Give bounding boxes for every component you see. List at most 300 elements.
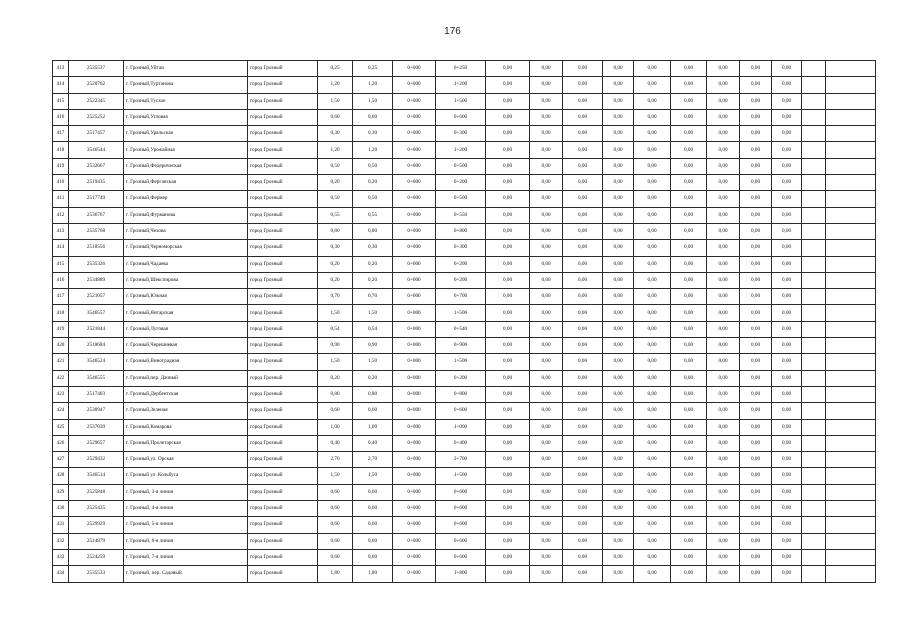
start-km-cell: 0+000 [393, 370, 436, 386]
val-4-cell: 0,00 [603, 321, 634, 337]
val-9-cell: 0,00 [772, 419, 802, 435]
val-5-cell: 0,00 [634, 126, 671, 142]
val-8-cell: 0,00 [740, 256, 772, 272]
val-8-cell: 0,00 [740, 158, 772, 174]
val-6-cell: 0,00 [671, 370, 707, 386]
road-id-cell: 2525435 [69, 501, 124, 517]
municipality-cell: город Грозный [248, 452, 318, 468]
val-6-cell: 0,00 [671, 158, 707, 174]
length-value-cell: 1,50 [353, 93, 393, 109]
length-total-cell: 0,20 [318, 370, 353, 386]
val-3-cell: 0,00 [563, 240, 603, 256]
val-5-cell: 0,00 [634, 256, 671, 272]
val-5-cell: 0,00 [634, 289, 671, 305]
val-5-cell: 0,00 [634, 272, 671, 288]
empty-cell [826, 142, 876, 158]
empty-cell [802, 289, 826, 305]
val-4-cell: 0,00 [603, 109, 634, 125]
table-row [53, 77, 876, 93]
val-8-cell: 0,00 [740, 77, 772, 93]
municipality-cell: город Грозный [248, 386, 318, 402]
row-number-cell: 416 [53, 272, 69, 288]
empty-cell [826, 452, 876, 468]
val-9-cell: 0,00 [772, 403, 802, 419]
empty-cell [826, 484, 876, 500]
row-number-cell: 428 [53, 468, 69, 484]
val-7-cell: 0,00 [707, 289, 740, 305]
val-6-cell: 0,00 [671, 191, 707, 207]
road-id-cell: 2520762 [69, 77, 124, 93]
length-value-cell: 0,60 [353, 533, 393, 549]
empty-cell [802, 354, 826, 370]
val-6-cell: 0,00 [671, 77, 707, 93]
end-km-cell: 1+500 [436, 354, 486, 370]
val-7-cell: 0,00 [707, 354, 740, 370]
val-7-cell: 0,00 [707, 484, 740, 500]
start-km-cell: 0+000 [393, 386, 436, 402]
end-km-cell: 0+500 [436, 158, 486, 174]
municipality-cell: город Грозный [248, 289, 318, 305]
row-number-cell: 410 [53, 175, 69, 191]
table-row [53, 403, 876, 419]
table-row [53, 61, 876, 77]
road-name-cell: г. Грозный,Черешневая [124, 338, 248, 354]
val-8-cell: 0,00 [740, 566, 772, 582]
val-4-cell: 0,00 [603, 223, 634, 239]
empty-cell [826, 354, 876, 370]
val-3-cell: 0,00 [563, 256, 603, 272]
end-km-cell: 1+500 [436, 468, 486, 484]
road-id-cell: 2530947 [69, 403, 124, 419]
row-number-cell: 427 [53, 452, 69, 468]
empty-cell [802, 256, 826, 272]
start-km-cell: 0+000 [393, 109, 436, 125]
val-8-cell: 0,00 [740, 403, 772, 419]
length-value-cell: 0,60 [353, 517, 393, 533]
road-id-cell: 2529929 [69, 517, 124, 533]
table-row [53, 256, 876, 272]
empty-cell [802, 517, 826, 533]
road-id-cell: 2535533 [69, 566, 124, 582]
val-8-cell: 0,00 [740, 305, 772, 321]
val-6-cell: 0,00 [671, 109, 707, 125]
val-6-cell: 0,00 [671, 305, 707, 321]
municipality-cell: город Грозный [248, 77, 318, 93]
length-value-cell: 1,20 [353, 77, 393, 93]
val-4-cell: 0,00 [603, 240, 634, 256]
end-km-cell: 0+600 [436, 109, 486, 125]
end-km-cell: 0+600 [436, 549, 486, 565]
val-4-cell: 0,00 [603, 517, 634, 533]
end-km-cell: 1+200 [436, 142, 486, 158]
road-id-cell: 2529657 [69, 435, 124, 451]
val-3-cell: 0,00 [563, 158, 603, 174]
road-id-cell: 2517457 [69, 126, 124, 142]
municipality-cell: город Грозный [248, 191, 318, 207]
table-row [53, 207, 876, 223]
start-km-cell: 0+000 [393, 533, 436, 549]
val-4-cell: 0,00 [603, 175, 634, 191]
length-total-cell: 0,80 [318, 386, 353, 402]
table-row [53, 191, 876, 207]
length-value-cell: 0,30 [353, 126, 393, 142]
val-7-cell: 0,00 [707, 517, 740, 533]
end-km-cell: 0+200 [436, 272, 486, 288]
val-1-cell: 0,00 [486, 321, 530, 337]
val-3-cell: 0,00 [563, 223, 603, 239]
val-2-cell: 0,00 [530, 77, 563, 93]
length-value-cell: 0,20 [353, 175, 393, 191]
val-9-cell: 0,00 [772, 321, 802, 337]
municipality-cell: город Грозный [248, 435, 318, 451]
empty-cell [802, 321, 826, 337]
road-name-cell: г. Грозный,Дербентская [124, 386, 248, 402]
val-2-cell: 0,00 [530, 240, 563, 256]
val-9-cell: 0,00 [772, 126, 802, 142]
road-name-cell: г. Грозный,Черноморская [124, 240, 248, 256]
road-id-cell: 3546555 [69, 370, 124, 386]
val-2-cell: 0,00 [530, 223, 563, 239]
val-4-cell: 0,00 [603, 354, 634, 370]
val-5-cell: 0,00 [634, 370, 671, 386]
start-km-cell: 0+000 [393, 403, 436, 419]
val-4-cell: 0,00 [603, 419, 634, 435]
val-1-cell: 0,00 [486, 175, 530, 191]
val-5-cell: 0,00 [634, 223, 671, 239]
municipality-cell: город Грозный [248, 370, 318, 386]
length-value-cell: 1,50 [353, 305, 393, 321]
road-name-cell: г. Грозный, 4-я линия [124, 501, 248, 517]
start-km-cell: 0+000 [393, 191, 436, 207]
start-km-cell: 0+000 [393, 289, 436, 305]
val-3-cell: 0,00 [563, 468, 603, 484]
end-km-cell: 0+300 [436, 240, 486, 256]
road-name-cell: г. Грозный,Пролетарская [124, 435, 248, 451]
length-total-cell: 1,80 [318, 566, 353, 582]
val-3-cell: 0,00 [563, 175, 603, 191]
start-km-cell: 0+000 [393, 223, 436, 239]
val-6-cell: 0,00 [671, 126, 707, 142]
road-name-cell: г. Грозный, 6-я линия [124, 533, 248, 549]
length-total-cell: 0,20 [318, 272, 353, 288]
start-km-cell: 0+000 [393, 77, 436, 93]
val-2-cell: 0,00 [530, 142, 563, 158]
val-4-cell: 0,00 [603, 305, 634, 321]
val-1-cell: 0,00 [486, 93, 530, 109]
start-km-cell: 0+000 [393, 126, 436, 142]
table-row [53, 109, 876, 125]
table-row [53, 289, 876, 305]
val-9-cell: 0,00 [772, 158, 802, 174]
length-value-cell: 0,60 [353, 501, 393, 517]
val-6-cell: 0,00 [671, 354, 707, 370]
val-8-cell: 0,00 [740, 61, 772, 77]
val-9-cell: 0,00 [772, 566, 802, 582]
val-6-cell: 0,00 [671, 549, 707, 565]
val-1-cell: 0,00 [486, 207, 530, 223]
length-total-cell: 0,20 [318, 175, 353, 191]
val-4-cell: 0,00 [603, 370, 634, 386]
val-4-cell: 0,00 [603, 126, 634, 142]
municipality-cell: город Грозный [248, 240, 318, 256]
val-9-cell: 0,00 [772, 272, 802, 288]
val-6-cell: 0,00 [671, 223, 707, 239]
end-km-cell: 1+500 [436, 93, 486, 109]
length-value-cell: 0,90 [353, 338, 393, 354]
empty-cell [826, 549, 876, 565]
end-km-cell: 0+700 [436, 289, 486, 305]
val-1-cell: 0,00 [486, 272, 530, 288]
empty-cell [826, 272, 876, 288]
table-row [53, 468, 876, 484]
length-value-cell: 0,60 [353, 109, 393, 125]
municipality-cell: город Грозный [248, 484, 318, 500]
val-7-cell: 0,00 [707, 370, 740, 386]
row-number-cell: 432 [53, 533, 69, 549]
length-value-cell: 2,70 [353, 452, 393, 468]
val-4-cell: 0,00 [603, 435, 634, 451]
road-name-cell: г. Грозный,Зеленая [124, 403, 248, 419]
val-8-cell: 0,00 [740, 240, 772, 256]
val-2-cell: 0,00 [530, 386, 563, 402]
road-id-cell: 2521844 [69, 321, 124, 337]
municipality-cell: город Грозный [248, 126, 318, 142]
start-km-cell: 0+000 [393, 566, 436, 582]
val-2-cell: 0,00 [530, 533, 563, 549]
road-name-cell: г. Грозный,Фермер [124, 191, 248, 207]
table-row [53, 126, 876, 142]
val-9-cell: 0,00 [772, 207, 802, 223]
road-id-cell: 2532667 [69, 158, 124, 174]
row-number-cell: 411 [53, 191, 69, 207]
empty-cell [826, 158, 876, 174]
table-row [53, 321, 876, 337]
road-name-cell: г. Грозный,Южная [124, 289, 248, 305]
val-3-cell: 0,00 [563, 321, 603, 337]
empty-cell [802, 370, 826, 386]
val-6-cell: 0,00 [671, 484, 707, 500]
val-4-cell: 0,00 [603, 256, 634, 272]
table-row [53, 501, 876, 517]
municipality-cell: город Грозный [248, 566, 318, 582]
val-9-cell: 0,00 [772, 484, 802, 500]
row-number-cell: 422 [53, 370, 69, 386]
municipality-cell: город Грозный [248, 533, 318, 549]
val-7-cell: 0,00 [707, 403, 740, 419]
municipality-cell: город Грозный [248, 549, 318, 565]
end-km-cell: 0+900 [436, 338, 486, 354]
length-value-cell: 0,54 [353, 321, 393, 337]
val-3-cell: 0,00 [563, 305, 603, 321]
road-id-cell: 2517403 [69, 386, 124, 402]
end-km-cell: 0+800 [436, 223, 486, 239]
road-id-cell: 2525252 [69, 109, 124, 125]
val-5-cell: 0,00 [634, 158, 671, 174]
row-number-cell: 412 [53, 207, 69, 223]
end-km-cell: 1+500 [436, 305, 486, 321]
val-9-cell: 0,00 [772, 191, 802, 207]
val-8-cell: 0,00 [740, 338, 772, 354]
val-2-cell: 0,00 [530, 93, 563, 109]
table-row [53, 435, 876, 451]
val-3-cell: 0,00 [563, 501, 603, 517]
empty-cell [802, 435, 826, 451]
length-value-cell: 0,25 [353, 61, 393, 77]
val-7-cell: 0,00 [707, 256, 740, 272]
val-2-cell: 0,00 [530, 126, 563, 142]
length-total-cell: 0,90 [318, 338, 353, 354]
val-4-cell: 0,00 [603, 386, 634, 402]
length-value-cell: 1,20 [353, 142, 393, 158]
val-2-cell: 0,00 [530, 484, 563, 500]
val-8-cell: 0,00 [740, 484, 772, 500]
start-km-cell: 0+000 [393, 175, 436, 191]
val-9-cell: 0,00 [772, 354, 802, 370]
table-row [53, 517, 876, 533]
val-5-cell: 0,00 [634, 305, 671, 321]
val-4-cell: 0,00 [603, 501, 634, 517]
val-8-cell: 0,00 [740, 533, 772, 549]
page-number: 176 [444, 26, 461, 37]
empty-cell [802, 468, 826, 484]
val-8-cell: 0,00 [740, 452, 772, 468]
val-1-cell: 0,00 [486, 142, 530, 158]
val-8-cell: 0,00 [740, 321, 772, 337]
val-7-cell: 0,00 [707, 419, 740, 435]
municipality-cell: город Грозный [248, 321, 318, 337]
municipality-cell: город Грозный [248, 142, 318, 158]
road-id-cell: 2525848 [69, 484, 124, 500]
end-km-cell: 0+550 [436, 207, 486, 223]
length-total-cell: 0,30 [318, 240, 353, 256]
val-6-cell: 0,00 [671, 207, 707, 223]
val-6-cell: 0,00 [671, 321, 707, 337]
val-3-cell: 0,00 [563, 77, 603, 93]
val-4-cell: 0,00 [603, 338, 634, 354]
val-5-cell: 0,00 [634, 484, 671, 500]
road-id-cell: 2518684 [69, 338, 124, 354]
empty-cell [802, 77, 826, 93]
val-8-cell: 0,00 [740, 126, 772, 142]
table-row [53, 386, 876, 402]
empty-cell [826, 321, 876, 337]
table-row [53, 223, 876, 239]
val-1-cell: 0,00 [486, 566, 530, 582]
val-3-cell: 0,00 [563, 61, 603, 77]
val-7-cell: 0,00 [707, 321, 740, 337]
municipality-cell: город Грозный [248, 305, 318, 321]
val-4-cell: 0,00 [603, 77, 634, 93]
val-2-cell: 0,00 [530, 566, 563, 582]
start-km-cell: 0+000 [393, 419, 436, 435]
val-2-cell: 0,00 [530, 191, 563, 207]
val-6-cell: 0,00 [671, 175, 707, 191]
val-8-cell: 0,00 [740, 223, 772, 239]
row-number-cell: 434 [53, 566, 69, 582]
municipality-cell: город Грозный [248, 468, 318, 484]
road-name-cell: г. Грозный, пер. Садовый [124, 566, 248, 582]
empty-cell [826, 501, 876, 517]
start-km-cell: 0+000 [393, 452, 436, 468]
val-1-cell: 0,00 [486, 517, 530, 533]
row-number-cell: 413 [53, 223, 69, 239]
length-total-cell: 0,50 [318, 158, 353, 174]
val-9-cell: 0,00 [772, 549, 802, 565]
end-km-cell: 0+800 [436, 386, 486, 402]
length-total-cell: 0,20 [318, 256, 353, 272]
val-9-cell: 0,00 [772, 533, 802, 549]
road-id-cell: 2536767 [69, 207, 124, 223]
start-km-cell: 0+000 [393, 207, 436, 223]
road-name-cell: г. Грозный,Уральская [124, 126, 248, 142]
road-name-cell: г. Грозный,Фурманова [124, 207, 248, 223]
empty-cell [826, 109, 876, 125]
val-5-cell: 0,00 [634, 321, 671, 337]
empty-cell [826, 370, 876, 386]
row-number-cell: 419 [53, 158, 69, 174]
municipality-cell: город Грозный [248, 403, 318, 419]
val-7-cell: 0,00 [707, 566, 740, 582]
val-1-cell: 0,00 [486, 386, 530, 402]
length-total-cell: 0,70 [318, 289, 353, 305]
val-8-cell: 0,00 [740, 517, 772, 533]
table-row [53, 338, 876, 354]
end-km-cell: 0+200 [436, 370, 486, 386]
length-value-cell: 0,70 [353, 289, 393, 305]
val-5-cell: 0,00 [634, 517, 671, 533]
length-total-cell: 1,20 [318, 142, 353, 158]
row-number-cell: 424 [53, 403, 69, 419]
length-total-cell: 0,55 [318, 207, 353, 223]
val-3-cell: 0,00 [563, 533, 603, 549]
row-number-cell: 414 [53, 240, 69, 256]
val-1-cell: 0,00 [486, 338, 530, 354]
length-value-cell: 0,60 [353, 403, 393, 419]
start-km-cell: 0+000 [393, 240, 436, 256]
length-total-cell: 0,60 [318, 517, 353, 533]
val-7-cell: 0,00 [707, 142, 740, 158]
table-row [53, 175, 876, 191]
length-total-cell: 0,80 [318, 223, 353, 239]
row-number-cell: 431 [53, 517, 69, 533]
table-row [53, 158, 876, 174]
val-6-cell: 0,00 [671, 338, 707, 354]
road-name-cell: г. Грозный, 5-я линия [124, 517, 248, 533]
empty-cell [826, 386, 876, 402]
empty-cell [802, 223, 826, 239]
length-value-cell: 1,80 [353, 566, 393, 582]
empty-cell [826, 175, 876, 191]
empty-cell [826, 533, 876, 549]
val-9-cell: 0,00 [772, 468, 802, 484]
val-6-cell: 0,00 [671, 419, 707, 435]
val-5-cell: 0,00 [634, 403, 671, 419]
row-number-cell: 418 [53, 142, 69, 158]
val-9-cell: 0,00 [772, 256, 802, 272]
row-number-cell: 414 [53, 77, 69, 93]
municipality-cell: город Грозный [248, 175, 318, 191]
empty-cell [802, 484, 826, 500]
end-km-cell: 0+600 [436, 501, 486, 517]
val-5-cell: 0,00 [634, 207, 671, 223]
length-value-cell: 0,20 [353, 370, 393, 386]
val-4-cell: 0,00 [603, 289, 634, 305]
municipality-cell: город Грозный [248, 158, 318, 174]
val-2-cell: 0,00 [530, 435, 563, 451]
val-7-cell: 0,00 [707, 240, 740, 256]
start-km-cell: 0+000 [393, 158, 436, 174]
end-km-cell: 0+600 [436, 484, 486, 500]
